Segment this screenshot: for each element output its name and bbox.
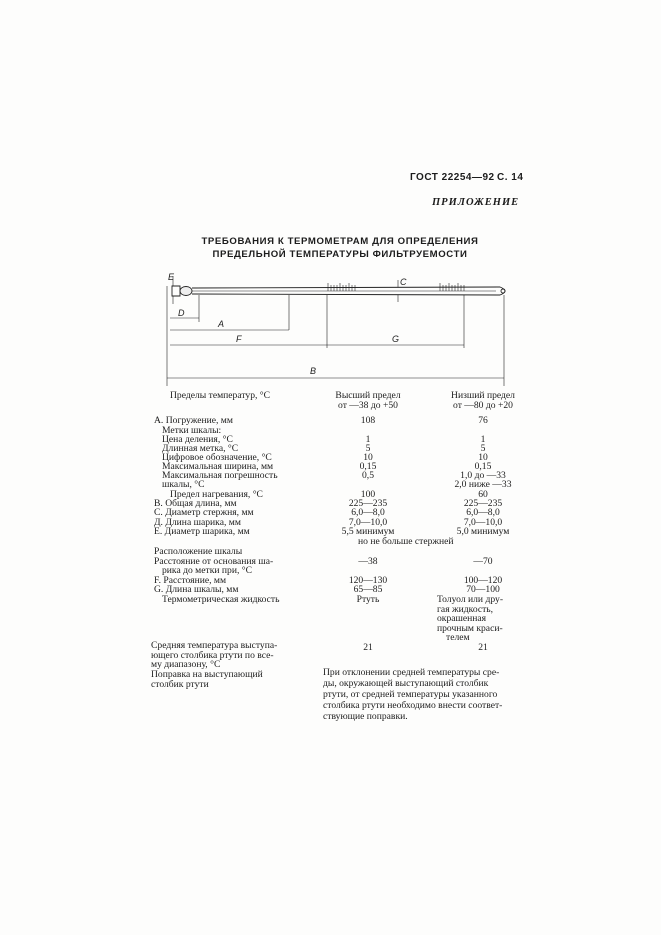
row-value-col2: 21 xyxy=(478,642,488,653)
row-value-col2: 1,0 до —33 xyxy=(460,470,506,481)
row-value-col1: 5 xyxy=(365,443,371,454)
row-label: Средняя температура выступа- xyxy=(151,640,278,651)
row-value-col1: 6,0—8,0 xyxy=(351,507,385,518)
row-value-col2: 100—120 xyxy=(463,575,503,586)
row-value-col2: 5,0 минимум xyxy=(456,526,510,537)
row-label: Поправка на выступающий xyxy=(151,669,263,680)
row-value-col2: 6,0—8,0 xyxy=(466,507,500,518)
row-value-col1: 1 xyxy=(365,434,371,445)
liquid-col2-line: прочным краси- xyxy=(437,623,503,634)
row-value-col1: 65—85 xyxy=(353,584,383,595)
table-header-col1-line1: Высший предел xyxy=(335,390,401,401)
row-label: Метки шкалы: xyxy=(162,425,222,436)
table-header-col1-line2: от —38 до +50 xyxy=(338,400,398,411)
label-g: G xyxy=(392,334,400,344)
row-value-col2: 1 xyxy=(480,434,486,445)
note-line: ртути, от средней температуры указанного xyxy=(323,689,498,700)
liquid-col2-line: гая жидкость, xyxy=(437,604,494,615)
row-label: G. Длина шкалы, мм xyxy=(154,584,239,595)
row-label: Предел нагревания, °С xyxy=(170,489,263,500)
row-value-col1: 10 xyxy=(363,452,373,463)
bulb-note: но не больше стержней xyxy=(358,536,454,547)
row-label: рика до метки при, °С xyxy=(162,565,252,576)
row-value-col2: 76 xyxy=(478,415,488,426)
label-e: E xyxy=(168,272,175,282)
thermometer-bulb xyxy=(172,286,192,296)
label-b: B xyxy=(310,366,317,376)
label-d: D xyxy=(178,308,185,318)
row-label: Цифровое обозначение, °С xyxy=(162,452,272,463)
row-label: Расстояние от основания ша- xyxy=(154,556,274,567)
note-line: ствующие поправки. xyxy=(323,711,408,722)
label-c: C xyxy=(400,277,407,287)
row-value-col2: 60 xyxy=(478,489,488,500)
row-label: Е. Диаметр шарика, мм xyxy=(154,526,250,537)
row-value-col1: 21 xyxy=(363,642,373,653)
row-value-col1: 225—235 xyxy=(348,498,388,509)
standard-number: ГОСТ 22254—92 xyxy=(410,172,495,183)
row-value-col2: 70—100 xyxy=(466,584,500,595)
table-header-label: Пределы температур, °С xyxy=(170,390,271,401)
table-header-col2-line1: Низший предел xyxy=(451,390,515,401)
row-value-col1: 120—130 xyxy=(348,575,388,586)
appendix-label: ПРИЛОЖЕНИЕ xyxy=(432,197,520,208)
row-value-col1: 100 xyxy=(360,489,376,500)
row-label: му диапазону, °С xyxy=(151,659,221,670)
dimension-lines xyxy=(167,276,504,386)
row-label: Максимальная погрешность xyxy=(162,470,278,481)
row-value-col2: 10 xyxy=(478,452,488,463)
row-value-col2: 225—235 xyxy=(463,498,503,509)
row-label: Термометрическая жидкость xyxy=(162,594,280,605)
row-value-col1: 108 xyxy=(360,415,376,426)
liquid-col2-line: телем xyxy=(446,632,470,643)
row-label: Д. Длина шарика, мм xyxy=(154,517,241,528)
row-value-col1: 7,0—10,0 xyxy=(348,517,388,528)
row-value-col2: 0,15 xyxy=(474,461,492,472)
row-label: Расположение шкалы xyxy=(154,546,243,557)
row-value-col1: Ртуть xyxy=(356,594,380,605)
row-value-col2: 5 xyxy=(480,443,486,454)
page-number: С. 14 xyxy=(497,172,524,183)
row-value-col1: 5,5 минимум xyxy=(341,526,395,537)
thermometer-diagram xyxy=(0,268,661,388)
label-a: A xyxy=(218,319,225,329)
row-value-col1: —38 xyxy=(358,556,378,567)
row-label: Длинная метка, °С xyxy=(162,443,239,454)
liquid-col2-line: окрашенная xyxy=(437,613,487,624)
row-label: А. Погружение, мм xyxy=(154,415,233,426)
table-header-col2-line2: от —80 до +20 xyxy=(453,400,513,411)
row-label: шкалы, °С xyxy=(162,479,205,490)
title-line-2: ПРЕДЕЛЬНОЙ ТЕМПЕРАТУРЫ ФИЛЬТРУЕМОСТИ xyxy=(212,249,468,260)
row-value-col2: 7,0—10,0 xyxy=(463,517,503,528)
row-value-col2: 2,0 ниже —33 xyxy=(454,479,512,490)
row-label: Цена деления, °С xyxy=(162,434,233,445)
note-line: столбика ртути необходимо внести соответ- xyxy=(323,700,503,711)
row-label: столбик ртути xyxy=(151,679,209,690)
note-line: При отклонении средней температуры сре- xyxy=(323,667,500,678)
row-label: С. Диаметр стержня, мм xyxy=(154,507,254,518)
row-value-col1: 0,15 xyxy=(359,461,377,472)
row-value-col2: —70 xyxy=(473,556,493,567)
row-value-col1: 0,5 xyxy=(362,470,374,481)
row-label: В. Общая длина, мм xyxy=(154,498,237,509)
title-line-1: ТРЕБОВАНИЯ К ТЕРМОМЕТРАМ ДЛЯ ОПРЕДЕЛЕНИЯ xyxy=(201,236,479,247)
row-label: Максимальная ширина, мм xyxy=(162,461,274,472)
row-value-col2: Толуол или дру- xyxy=(437,594,504,605)
row-label: ющего столбика ртути по все- xyxy=(151,650,274,661)
note-line: ды, окружающей выступающий столбик xyxy=(323,678,489,689)
label-f: F xyxy=(236,334,242,344)
row-label: F. Расстояние, мм xyxy=(154,575,227,586)
